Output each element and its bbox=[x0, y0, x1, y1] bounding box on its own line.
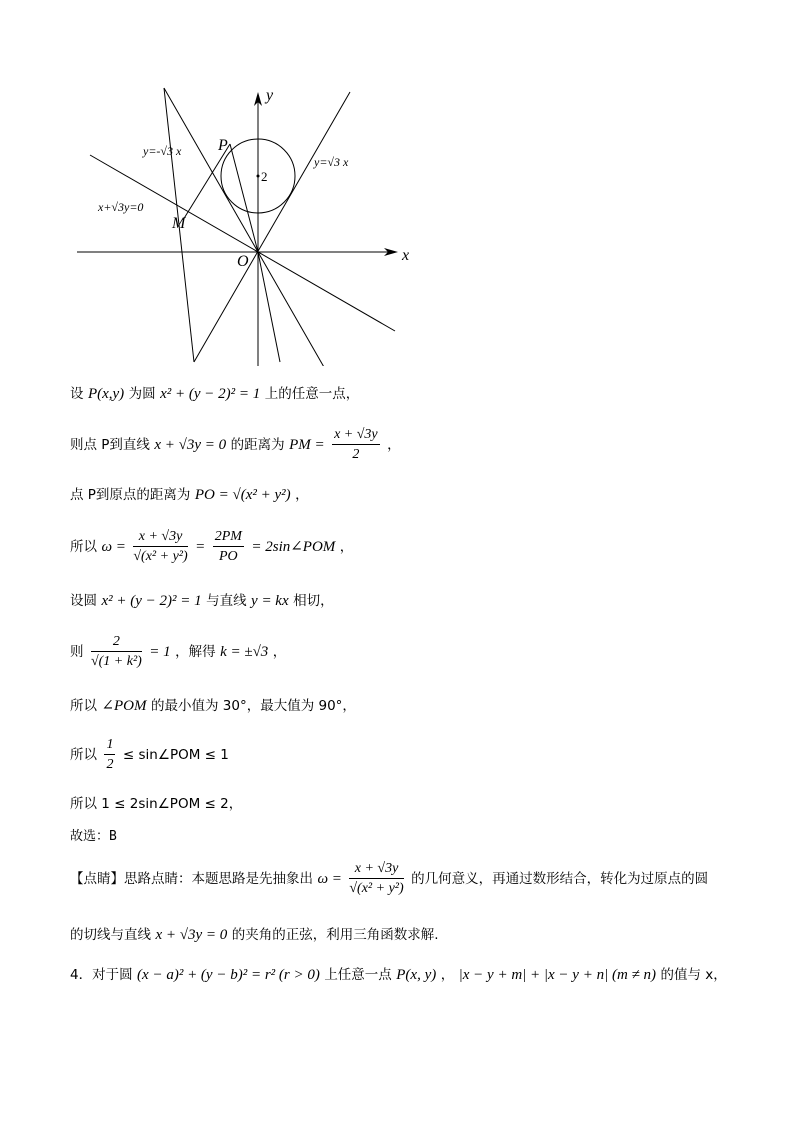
fraction bbox=[104, 738, 115, 772]
line-2 bbox=[70, 428, 401, 462]
label-origin: O bbox=[237, 253, 249, 270]
numerator: 1 bbox=[104, 738, 115, 755]
denominator: √(1 + k²) bbox=[90, 654, 142, 669]
numerator: x + √3y bbox=[133, 530, 187, 547]
math: x² + (y − 2)² = 1 bbox=[101, 593, 202, 609]
text: ， bbox=[440, 967, 455, 983]
text: 点 P到原点的距离为 bbox=[70, 487, 191, 503]
label-m: M bbox=[172, 215, 186, 232]
text: 则点 P到直线 bbox=[70, 437, 150, 453]
text: 所以 1 ≤ 2sin∠POM ≤ 2， bbox=[70, 796, 243, 812]
text: 的值与 x， bbox=[660, 967, 727, 983]
line-6 bbox=[70, 635, 286, 669]
text: 相切， bbox=[293, 593, 334, 609]
fraction bbox=[332, 428, 380, 462]
line-8 bbox=[70, 738, 229, 772]
math: x² + (y − 2)² = 1 bbox=[160, 386, 261, 402]
line-extra bbox=[258, 252, 280, 362]
text: 【点睛】思路点睛：本题思路是先抽象出 bbox=[70, 871, 313, 887]
text: ，解得 bbox=[175, 644, 216, 660]
line-1 bbox=[70, 387, 359, 402]
numerator: 2PM bbox=[213, 530, 244, 547]
denominator: 2 bbox=[106, 757, 114, 772]
line-neg-sqrt3x-low bbox=[258, 252, 352, 366]
line-4 bbox=[70, 530, 353, 564]
label-neg-line: y=-√3 x bbox=[143, 144, 182, 158]
text: 为圆 bbox=[128, 386, 156, 402]
label-center: 2 bbox=[261, 169, 268, 184]
text: ， bbox=[272, 644, 287, 660]
text: 与直线 bbox=[206, 593, 247, 609]
math: x + √3y = 0 bbox=[155, 927, 228, 943]
line-5 bbox=[70, 594, 334, 609]
text: 上的任意一点， bbox=[264, 386, 360, 402]
line-9 bbox=[70, 797, 242, 812]
text: 的几何意义，再通过数形结合，转化为过原点的圆 bbox=[411, 871, 709, 887]
math: P(x, y) bbox=[396, 967, 437, 983]
fraction bbox=[91, 635, 142, 669]
line-10 bbox=[70, 829, 117, 843]
text: 设 bbox=[70, 386, 84, 402]
math: y = kx bbox=[251, 593, 289, 609]
label-y: y bbox=[266, 87, 274, 104]
label-x: x bbox=[402, 247, 410, 264]
math: PO = √(x² + y²) bbox=[194, 487, 291, 503]
numerator: x + √3y bbox=[332, 428, 380, 445]
math: = bbox=[195, 539, 206, 555]
text: 4．对于圆 bbox=[70, 967, 133, 983]
text: 的切线与直线 bbox=[70, 927, 151, 943]
math: k = ±√3 bbox=[220, 644, 269, 660]
math: P(x,y) bbox=[87, 386, 125, 402]
center-dot bbox=[257, 175, 260, 178]
text: 的距离为 bbox=[230, 437, 285, 453]
label-pos-line: y=√3 x bbox=[314, 155, 349, 169]
text: 的夹角的正弦，利用三角函数求解. bbox=[231, 927, 439, 943]
text: 的最小值为 30°，最大值为 90°， bbox=[150, 698, 356, 714]
fraction bbox=[349, 862, 403, 896]
text: ， bbox=[339, 539, 354, 555]
math: = 1 bbox=[149, 644, 171, 660]
denominator: √(x² + y²) bbox=[349, 881, 404, 896]
math: |x − y + m| + |x − y + n| (m ≠ n) bbox=[458, 967, 657, 983]
text: ， bbox=[295, 487, 309, 503]
denominator: √(x² + y²) bbox=[133, 549, 188, 564]
line-given bbox=[90, 155, 395, 331]
line-13 bbox=[70, 968, 727, 983]
label-p: P bbox=[218, 137, 228, 154]
text: 设圆 bbox=[70, 593, 97, 609]
line-3 bbox=[70, 488, 309, 503]
line-7 bbox=[70, 699, 356, 714]
math: = 2sin∠POM bbox=[251, 539, 336, 555]
text: 上任意一点 bbox=[324, 967, 392, 983]
text: ， bbox=[387, 437, 401, 453]
segment-po bbox=[230, 144, 258, 252]
text: 所以 bbox=[70, 698, 97, 714]
text: 则 bbox=[70, 644, 84, 660]
math: ω = bbox=[101, 539, 126, 555]
line-11 bbox=[70, 862, 708, 896]
numerator: 2 bbox=[91, 635, 142, 652]
math: x + √3y = 0 bbox=[154, 437, 227, 453]
line-12 bbox=[70, 928, 439, 943]
math: ω = bbox=[317, 871, 342, 887]
text: 所以 bbox=[70, 747, 97, 763]
fraction bbox=[213, 530, 244, 564]
text: 所以 bbox=[70, 539, 97, 555]
segment-pm bbox=[183, 144, 230, 220]
fraction bbox=[133, 530, 187, 564]
numerator: x + √3y bbox=[349, 862, 403, 879]
math: PM = bbox=[289, 437, 325, 453]
coordinate-figure bbox=[70, 84, 420, 366]
answer-text: 故选：B bbox=[70, 829, 117, 844]
math: (x − a)² + (y − b)² = r² (r > 0) bbox=[137, 967, 320, 983]
figure-svg bbox=[70, 84, 420, 366]
math: ∠POM bbox=[101, 698, 147, 714]
denominator: 2 bbox=[352, 447, 360, 462]
label-given-line: x+√3y=0 bbox=[98, 200, 144, 214]
text: ≤ sin∠POM ≤ 1 bbox=[122, 747, 229, 763]
denominator: PO bbox=[218, 549, 238, 564]
